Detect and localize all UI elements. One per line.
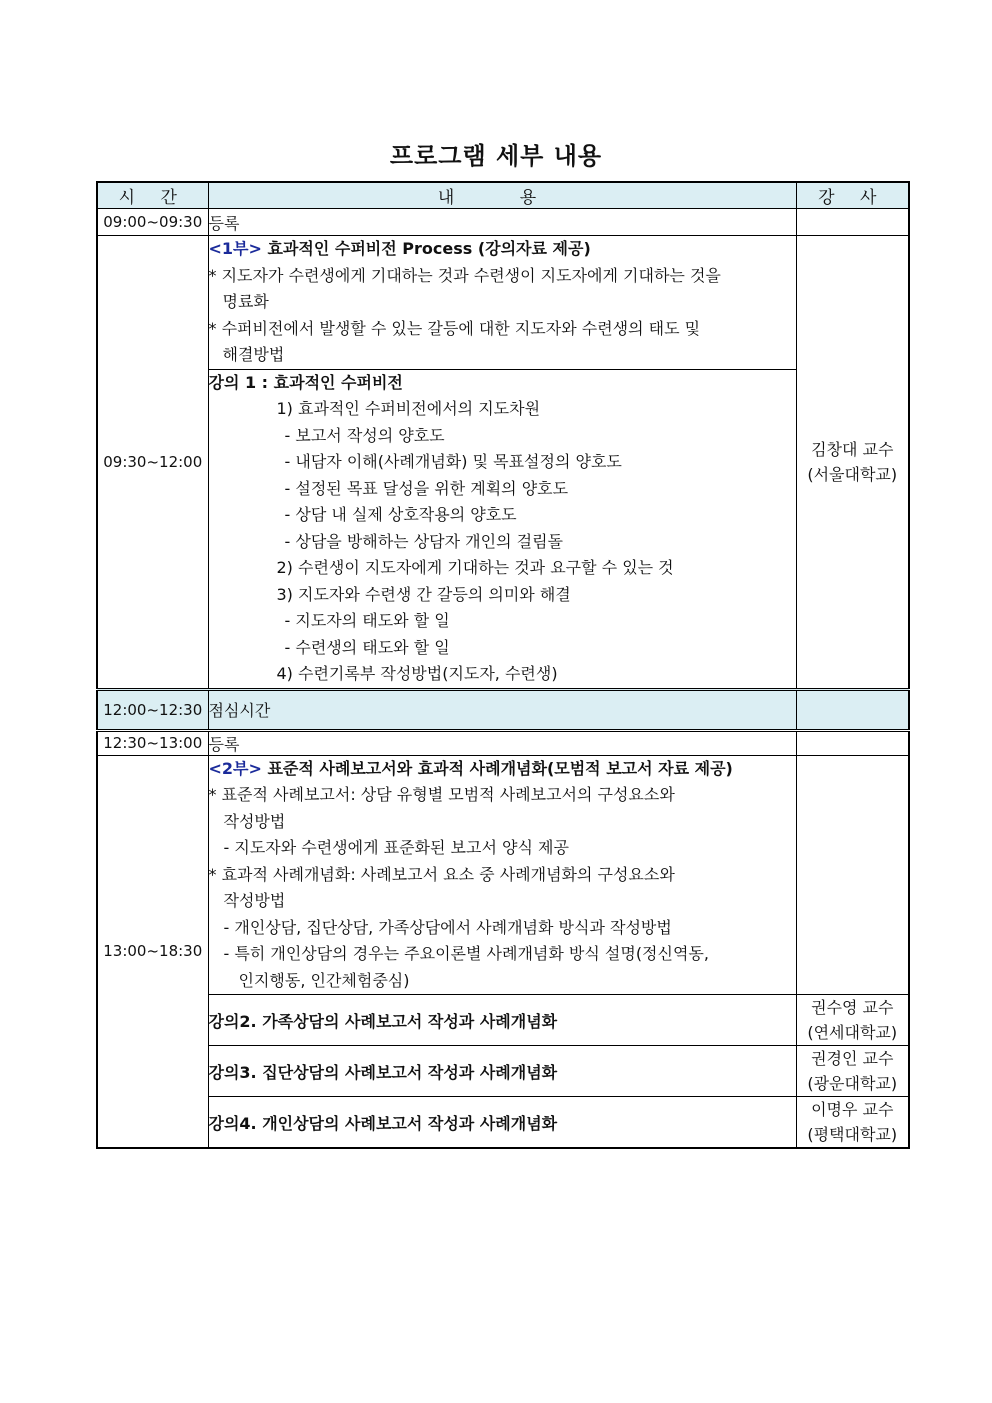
table-header-row <box>97 182 909 209</box>
list-item: - 상담 내 실제 상호작용의 양호도 <box>284 505 517 524</box>
list-item: - 설정된 목표 달성을 위한 계획의 양호도 <box>284 478 569 498</box>
header-time: 시 간 <box>97 182 208 209</box>
table-row <box>97 209 909 236</box>
table-row <box>97 730 909 755</box>
bullet-line: 작성방법 <box>223 891 286 910</box>
table-row <box>97 995 909 1046</box>
row-lecturer <box>796 755 909 995</box>
table-row <box>97 689 909 730</box>
row-time: 09:00~09:30 <box>97 209 208 236</box>
bullet-line: 해결방법 <box>222 345 285 364</box>
lecturer-org: (광운대학교) <box>807 1074 898 1093</box>
part2-overview <box>208 755 796 995</box>
header-content: 내 용 <box>208 182 796 209</box>
part1-overview <box>208 236 796 370</box>
list-item: - 상담을 방해하는 상담자 개인의 걸림돌 <box>284 531 563 551</box>
program-table <box>96 181 910 1149</box>
lecturer-name: 김창대 교수 <box>811 439 894 459</box>
part-tag: <2부> <box>208 758 262 778</box>
lecturer-name: 권경인 교수 <box>811 1049 894 1068</box>
bullet-line: 인지행동, 인간체험중심) <box>238 970 410 990</box>
list-item: - 내담자 이해(사례개념화) 및 목표설정의 양호도 <box>284 452 622 471</box>
row-time: 12:30~13:00 <box>97 730 208 755</box>
lecturer-org: (서울대학교) <box>807 464 898 484</box>
part2-heading: <2부> 표준적 사례보고서와 효과적 사례개념화(모범적 보고서 자료 제공) <box>208 758 733 778</box>
bullet-line: 명료화 <box>222 292 269 311</box>
row-lecturer <box>796 209 909 236</box>
lecture-title: 강의4. 개인상담의 사례보고서 작성과 사례개념화 <box>208 1097 796 1149</box>
lecturer-name: 이명우 교수 <box>811 1100 894 1119</box>
lecture-title: 강의2. 가족상담의 사례보고서 작성과 사례개념화 <box>208 995 796 1046</box>
bullet-line: * 효과적 사례개념화: 사례보고서 요소 중 사례개념화의 구성요소와 <box>208 864 675 884</box>
list-item: 3) 지도자와 수련생 간 갈등의 의미와 해결 <box>276 584 571 604</box>
row-content: 등록 <box>208 730 796 755</box>
row-content: 점심시간 <box>208 689 796 730</box>
row-lecturer <box>796 689 909 730</box>
lecturer-cell <box>796 995 909 1046</box>
list-item: - 지도자의 태도와 할 일 <box>284 611 450 630</box>
header-lecturer: 강 사 <box>796 182 909 209</box>
list-item: - 수련생의 태도와 할 일 <box>284 637 450 657</box>
page-title: 프로그램 세부 내용 <box>389 142 603 170</box>
lecture1-detail <box>208 369 796 689</box>
part-tag: <1부> <box>208 239 262 258</box>
bullet-line: - 특히 개인상담의 경우는 주요이론별 사례개념화 방식 설명(정신역동, <box>223 944 709 963</box>
list-item: - 보고서 작성의 양호도 <box>284 425 445 445</box>
lecturer-org: (연세대학교) <box>807 1023 898 1042</box>
table-row <box>97 369 909 689</box>
row-time: 12:00~12:30 <box>97 689 208 730</box>
list-item: 1) 효과적인 수퍼비전에서의 지도차원 <box>276 399 541 418</box>
bullet-line: * 지도자가 수련생에게 기대하는 것과 수련생이 지도자에게 기대하는 것을 <box>208 265 721 285</box>
row-content: 등록 <box>208 209 796 236</box>
lecturer-cell <box>796 1097 909 1149</box>
part1-heading: <1부> 효과적인 수퍼비전 Process (강의자료 제공) <box>208 239 591 258</box>
bullet-line: - 지도자와 수련생에게 표준화된 보고서 양식 제공 <box>223 838 569 857</box>
table-row <box>97 236 909 370</box>
list-item: 2) 수련생이 지도자에게 기대하는 것과 요구할 수 있는 것 <box>276 558 674 577</box>
lecturer-name: 권수영 교수 <box>811 998 894 1017</box>
bullet-line: 작성방법 <box>223 811 286 831</box>
row-lecturer <box>796 730 909 755</box>
lecture-title: 강의3. 집단상담의 사례보고서 작성과 사례개념화 <box>208 1046 796 1097</box>
table-row <box>97 1046 909 1097</box>
lecturer-cell <box>796 1046 909 1097</box>
lecture-title: 강의 1 : 효과적인 수퍼비전 <box>208 372 403 392</box>
table-row <box>97 755 909 995</box>
bullet-line: - 개인상담, 집단상담, 가족상담에서 사례개념화 방식과 작성방법 <box>223 917 672 937</box>
bullet-line: * 수퍼비전에서 발생할 수 있는 갈등에 대한 지도자와 수련생의 태도 및 <box>208 318 701 338</box>
row-time: 09:30~12:00 <box>97 236 208 690</box>
lecturer-cell <box>796 236 909 690</box>
list-item: 4) 수련기록부 작성방법(지도자, 수련생) <box>276 664 558 683</box>
row-time: 13:00~18:30 <box>97 755 208 1148</box>
table-row <box>97 1097 909 1149</box>
lecturer-org: (평택대학교) <box>807 1125 898 1144</box>
bullet-line: * 표준적 사례보고서: 상담 유형별 모범적 사례보고서의 구성요소와 <box>208 785 675 804</box>
